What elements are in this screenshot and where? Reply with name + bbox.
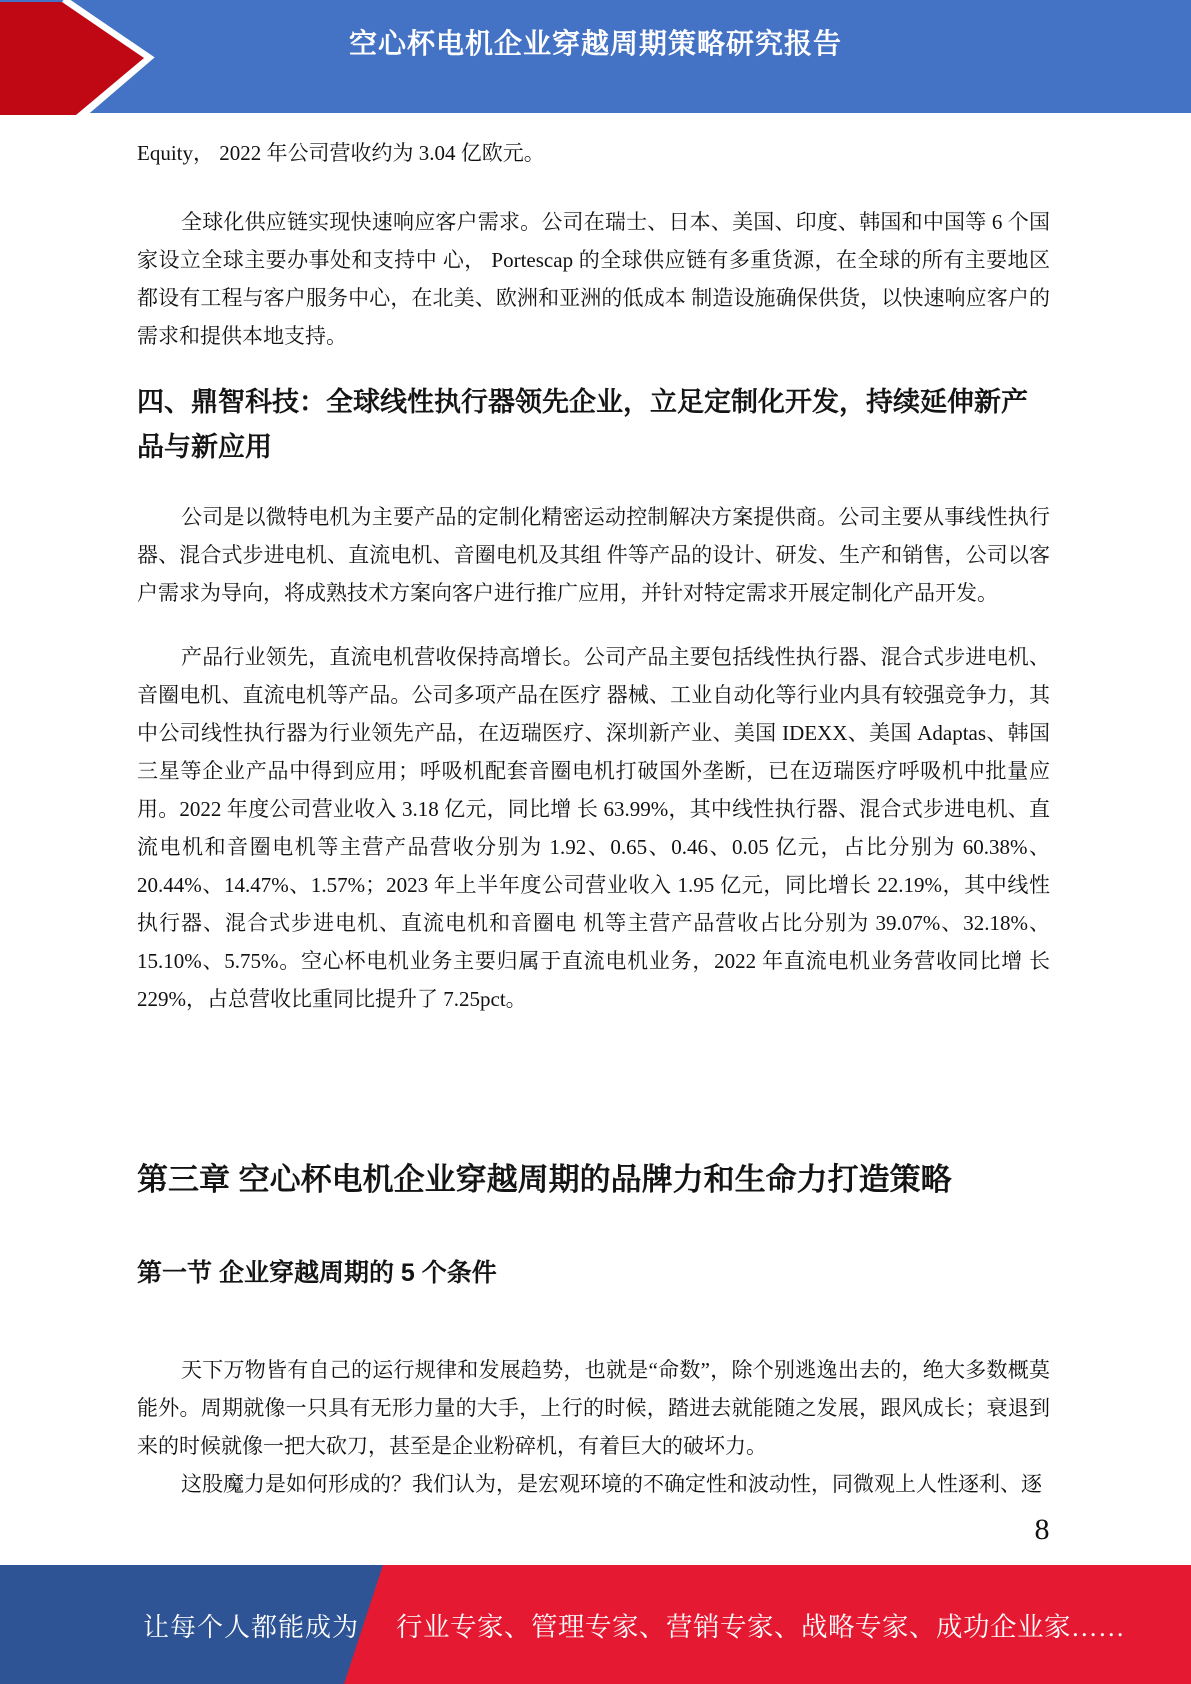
red-chevron-arrow-icon (0, 0, 170, 126)
para-magic: 这股魔力是如何形成的？我们认为，是宏观环境的不确定性和波动性，同微观上人性逐利、逐 (181, 1472, 1042, 1496)
section-heading: 第一节 企业穿越周期的 5 个条件 (137, 1259, 497, 1287)
page-header-title: 空心杯电机企业穿越周期策略研究报告 (348, 28, 842, 59)
para-fate: 天下万物皆有自己的运行规律和发展趋势，也就是“命数”，除个别逃逸出去的，绝大多数概莫能外。周期就像一只具有无形力量的大手，上行的时候，踏进去就能随之发展，跟风成长；衰退到来的时候就像一把大砍刀，甚至是企业粉碎机，有着巨大的破坏力。 (137, 1358, 1050, 1458)
para-equity: Equity， 2022 年公司营收约为 3.04 亿欧元。 (137, 141, 545, 165)
heading-dingzhi-technology: 四、鼎智科技：全球线性执行器领先企业，立足定制化开发，持续延伸新产品与新应用 (137, 387, 1028, 462)
para-supply-chain: 全球化供应链实现快速响应客户需求。公司在瑞士、日本、美国、印度、韩国和中国等 6 个国家设立全球主要办事处和支持中 心， Portescap 的全球供应链有多重货源，在全球的所有主要地区都设有工程与客户服务中心，在北美、欧洲和亚洲的低成本 制造设施确保供货，以快速响应客户的需求和提供本地支持。 (137, 210, 1050, 348)
para-company-intro: 公司是以微特电机为主要产品的定制化精密运动控制解决方案提供商。公司主要从事线性执行器、混合式步进电机、直流电机、音圈电机及其组 件等产品的设计、研发、生产和销售，公司以客户需求为导向，将成熟技术方案向客户进行推广应用，并针对特定需求开展定制化产品开发。 (137, 505, 1050, 605)
para-product-leading: 产品行业领先，直流电机营收保持高增长。公司产品主要包括线性执行器、混合式步进电机、音圈电机、直流电机等产品。公司多项产品在医疗 器械、工业自动化等行业内具有较强竞争力，其中公司线性执行器为行业领先产品，在迈瑞医疗、深圳新产业、美国 IDEXX、美国 Adaptas、韩国三星等企业产品中得到应用；呼吸机配套音圈电机打破国外垄断，已在迈瑞医疗呼吸机中批量应用。2022 年度公司营业收入 3.18 亿元，同比增 长 63.99%，其中线性执行器、混合式步进电机、直流电机和音圈电机等主营产品营收分别为 1.92、0.65、0.46、0.05 亿元，占比分别为 60.38%、20.44%、14.47%、1.57%；2023 年上半年度公司营业收入 1.95 亿元，同比增长 22.19%，其中线性执行器、混合式步进电机、直流电机和音圈电 机等主营产品营收占比分别为 39.07%、32.18%、15.10%、5.75%。空心杯电机业务主要归属于直流电机业务，2022 年直流电机业务营收同比增 长 229%，占总营收比重同比提升了 7.25pct。 (137, 645, 1050, 1011)
page-number: 8 (1034, 1513, 1050, 1546)
header-band (0, 0, 1191, 113)
chapter-heading: 第三章 空心杯电机企业穿越周期的品牌力和生命力打造策略 (137, 1162, 952, 1197)
footer-left-slogan: 让每个人都能成为 (143, 1613, 360, 1642)
footer-right-slogan: 行业专家、管理专家、营销专家、战略专家、成功企业家…… (396, 1612, 1125, 1642)
footer-band (0, 1565, 1191, 1684)
